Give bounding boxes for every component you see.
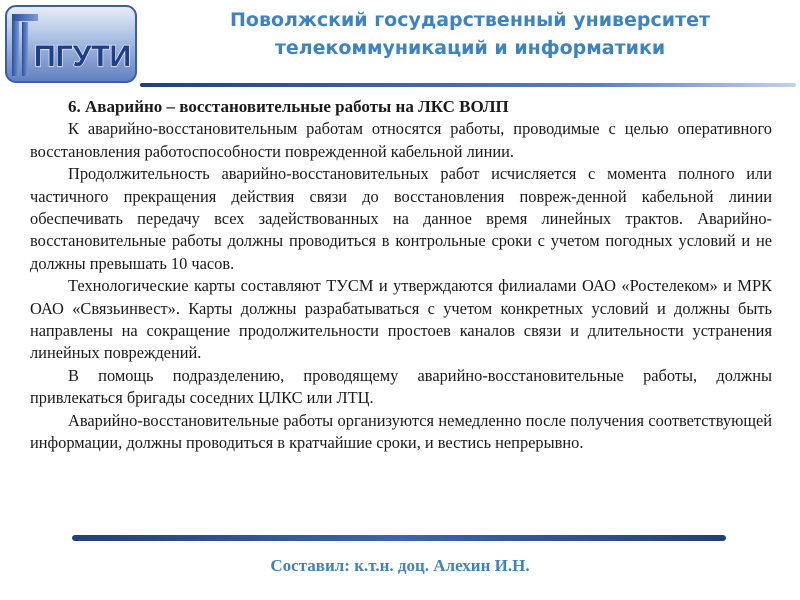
section-heading: 6. Аварийно – восстановительные работы на ЛКС ВОЛП — [68, 97, 509, 116]
title-line-2: телекоммуникаций и информатики — [274, 37, 666, 59]
logo-text: ПГУТИ — [34, 40, 132, 73]
paragraph-3: Технологические карты составляют ТУСМ и утверждаются филиалами ОАО «Ростелеком» и МРК ОАО «Связьинвест». Карты должны разрабатываться с учетом конкретных условий и должны быть направлены на сокращение продолжительности простоев каналов связи и длительности устранения линейных повреждений. — [30, 276, 772, 363]
title-line-1: Поволжский государственный университет — [229, 9, 711, 31]
main-content — [30, 96, 772, 455]
author-credit: Составил: к.т.н. доц. Алехин И.Н. — [270, 556, 530, 575]
paragraph-5: Аварийно-восстановительные работы организуются немедленно после получения соответствующей информации, должны проводиться в кратчайшие сроки, и вестись непрерывно. — [30, 410, 772, 453]
paragraph-2: Продолжительность аварийно-восстановительных работ исчисляется с момента полного или частичного прекращения действия связи до восстановления повреж-денной кабельной линии обеспечивать передачу всех задействованных на данное время линейных трактов. Аварийно-восстановительные работы должны проводиться в контрольные сроки с учетом погодных условий и не должны превышать 10 часов. — [30, 164, 772, 273]
paragraph-4: В помощь подразделению, проводящему аварийно-восстановительные работы, должны привлекаться бригады соседних ЦЛКС или ЛТЦ. — [30, 365, 772, 408]
footer-divider — [72, 534, 726, 542]
paragraph-1: К аварийно-восстановительным работам относятся работы, проводимые с целью оперативного восстановления работоспособности поврежденной кабельной линии. — [30, 119, 772, 161]
university-title — [170, 6, 770, 62]
header-divider — [140, 82, 796, 88]
university-logo — [4, 4, 138, 84]
